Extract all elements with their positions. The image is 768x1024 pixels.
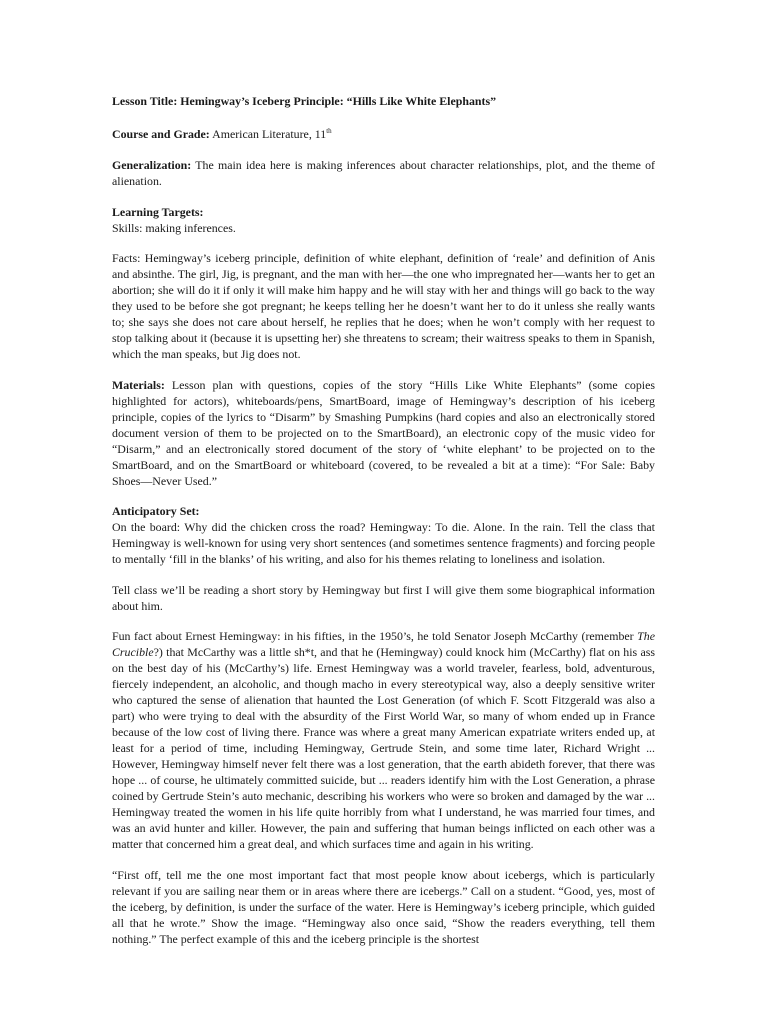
materials-label: Materials: [112,377,165,392]
anticipatory-set-section [112,503,655,567]
generalization-paragraph [112,157,655,189]
iceberg-question-paragraph: “First off, tell me the one most important fact that most people know about icebergs, which is particularly relevant if you are sailing near them or in areas where there are icebergs.” Call on a student. “Good, yes, most of the iceberg, by definition, is under the surface of the water. Here is Hemingway’s iceberg principle, which guided all that he wrote.” Show the image. “Hemingway also once said, “Show the readers everything, tell them nothing.” The perfect example of this and the iceberg principle is the shortest [112,867,655,946]
learning-targets-label: Learning Targets: [112,204,204,219]
generalization-label: Generalization: [112,158,192,172]
tell-class-paragraph: Tell class we’ll be reading a short story by Hemingway but first I will give them some biographical information about him. [112,582,655,613]
generalization-text: The main idea here is making inferences about character relationships, plot, and the theme of alienation. [112,158,655,188]
the-crucible-title: The Crucible [112,629,655,659]
facts-paragraph: Facts: Hemingway’s iceberg principle, definition of white elephant, definition of ‘reale’ and definition of Anis and absinthe. The girl, Jig, is pregnant, and the man with her—the one who impregnated her—wants her to get an abortion; she will do it if only it will make him happy and he will stay with her and things will go back to the way they used to be before she got pregnant; he keeps telling her he doesn’t want her to do it unless she really wants to; she says she does not care about herself, he replies that he does; when he won’t comply with her request to stop talking about it (because it is upsetting her) she threatens to scream; their waitress speaks to them in Spanish, which the man speaks, but Jig does not. [112,251,655,361]
course-grade-suffix: th [326,127,332,135]
course-and-grade [112,126,655,142]
materials-paragraph [112,377,655,489]
fun-fact-text-start: Fun fact about Ernest Hemingway: in his fifties, in the 1950’s, he told Senator Joseph McCarthy (remember [112,629,638,643]
fun-fact-paragraph [112,628,655,852]
lesson-title-text: Hemingway’s Iceberg Principle: “Hills Like White Elephants” [180,94,497,108]
anticipatory-set-text: On the board: Why did the chicken cross the road? Hemingway: To die. Alone. In the rain. Tell the class that Hemingway is well-known for using very short sentences (and sometimes sentence fragments) and forcing people to mentally ‘fill in the blanks’ of his writing, and also for his themes relating to loneliness and isolation. [112,520,655,566]
lesson-title-label: Lesson Title: [112,94,178,108]
anticipatory-set-label: Anticipatory Set: [112,504,200,518]
learning-targets-section [112,204,655,236]
document-body [112,93,655,961]
course-text: American Literature, 11 [212,127,327,141]
course-label: Course and Grade: [112,127,210,141]
fun-fact-text-end: ?) that McCarthy was a little sh*t, and that he (Hemingway) could knock him (McCarthy) flat on his ass on the best day of his (McCarthy’s) life. Ernest Hemingway was a world traveler, fearless, bold, adventurous, fiercely independent, an alcoholic, and though macho in every stereotypical way, also a deeply sensitive writer who captured the sense of alienation that haunted the Lost Generation (of which F. Scott Fitzgerald was also a part) who were trying to deal with the absurdity of the First World War, so many of whom ended up in France because of the low cost of living there. France was where a great many American expatriate writers ended up, at least for a period of time, including Hemingway, Gertrude Stein, and some time later, Richard Wright ... However, Hemingway himself never felt there was a lost generation, that the earth abideth forever, that there was hope ... of course, he ultimately committed suicide, but ... readers identify him with the Lost Generation, a phrase coined by Gertrude Stein’s auto mechanic, describing his workers who were so broken and damaged by the war ... Hemingway treated the women in his life quite horribly from what I understand, he was married four times, and was an avid hunter and killer. However, the pain and suffering that human beings inflicted on each other was a matter that concerned him a great deal, and which surfaces time and again in his writing. [112,645,655,851]
skills-text: Skills: making inferences. [112,220,236,235]
lesson-title [112,93,655,109]
materials-text: Lesson plan with questions, copies of the story “Hills Like White Elephants” (some copies highlighted for actors), whiteboards/pens, SmartBoard, image of Hemingway’s description of his iceberg principle, copies of the lyrics to “Disarm” by Smashing Pumpkins (hard copies and also an electronically stored document version of them to be projected on to the SmartBoard), an electronic copy of the music video for “Disarm,” and an electronically stored document of the story of ‘white elephant’ to be projected on to the SmartBoard, and on the SmartBoard or whiteboard (covered, to be revealed a bit at a time): “For Sale: Baby Shoes—Never Used.” [112,377,655,488]
